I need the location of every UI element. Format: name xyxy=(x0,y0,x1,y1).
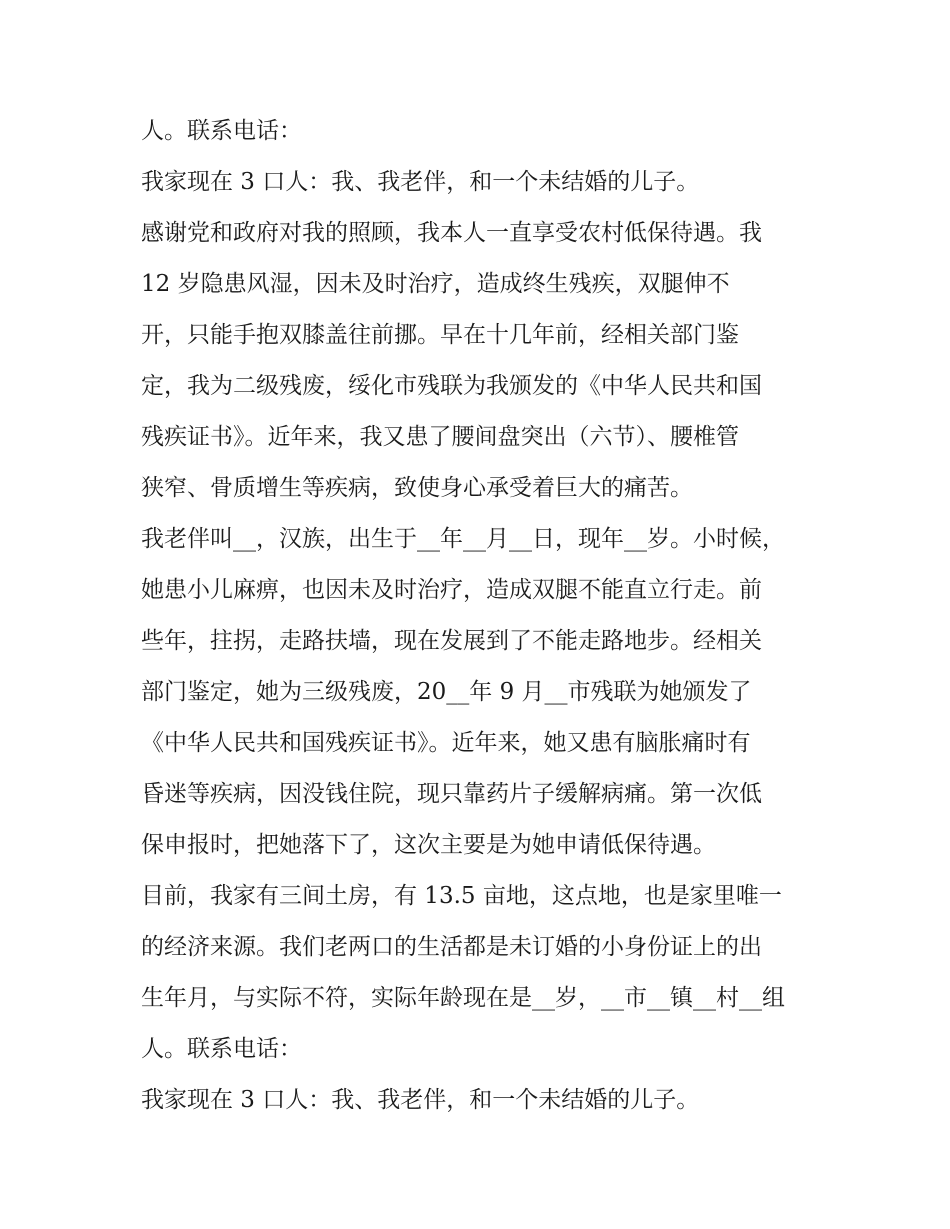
text-line: 人。联系电话： xyxy=(141,1036,302,1062)
text-line: 目前，我家有三间土房，有 13.5 亩地，这点地，也是家里唯一 xyxy=(141,883,782,909)
text-line: 我家现在 3 口人：我、我老伴，和一个未结婚的儿子。 xyxy=(141,169,700,195)
text-line: 《中华人民共和国残疾证书》。近年来，她又患有脑胀痛时有 xyxy=(141,730,751,756)
text-line: 感谢党和政府对我的照顾，我本人一直享受农村低保待遇。我 xyxy=(141,220,762,246)
text-line: 些年，拄拐，走路扶墙，现在发展到了不能走路地步。经相关 xyxy=(141,628,762,654)
text-line: 我老伴叫__，汉族，出生于__年__月__日，现年__岁。小时候， xyxy=(141,526,785,552)
text-line: 生年月，与实际不符，实际年龄现在是__岁，__市__镇__村__组 xyxy=(141,985,785,1011)
text-line: 狭窄、骨质增生等疾病，致使身心承受着巨大的痛苦。 xyxy=(141,475,693,501)
text-line: 开，只能手抱双膝盖往前挪。早在十几年前，经相关部门鉴 xyxy=(141,322,739,348)
text-line: 昏迷等疾病，因没钱住院，现只靠药片子缓解病痛。第一次低 xyxy=(141,781,762,807)
text-line: 残疾证书》。近年来，我又患了腰间盘突出（六节）、腰椎管 xyxy=(141,424,739,450)
text-line: 她患小儿麻痹，也因未及时治疗，造成双腿不能直立行走。前 xyxy=(141,577,762,603)
document-body xyxy=(141,106,821,1126)
text-line: 12 岁隐患风湿，因未及时治疗，造成终生残疾，双腿伸不 xyxy=(141,271,730,297)
text-line: 人。联系电话： xyxy=(141,118,302,144)
text-line: 定，我为二级残废，绥化市残联为我颁发的《中华人民共和国 xyxy=(141,373,762,399)
text-line: 我家现在 3 口人：我、我老伴，和一个未结婚的儿子。 xyxy=(141,1087,700,1113)
text-line: 部门鉴定，她为三级残废，20__年 9 月__市残联为她颁发了 xyxy=(141,679,752,705)
text-line: 的经济来源。我们老两口的生活都是未订婚的小身份证上的出 xyxy=(141,934,762,960)
text-line: 保申报时，把她落下了，这次主要是为她申请低保待遇。 xyxy=(141,832,716,858)
